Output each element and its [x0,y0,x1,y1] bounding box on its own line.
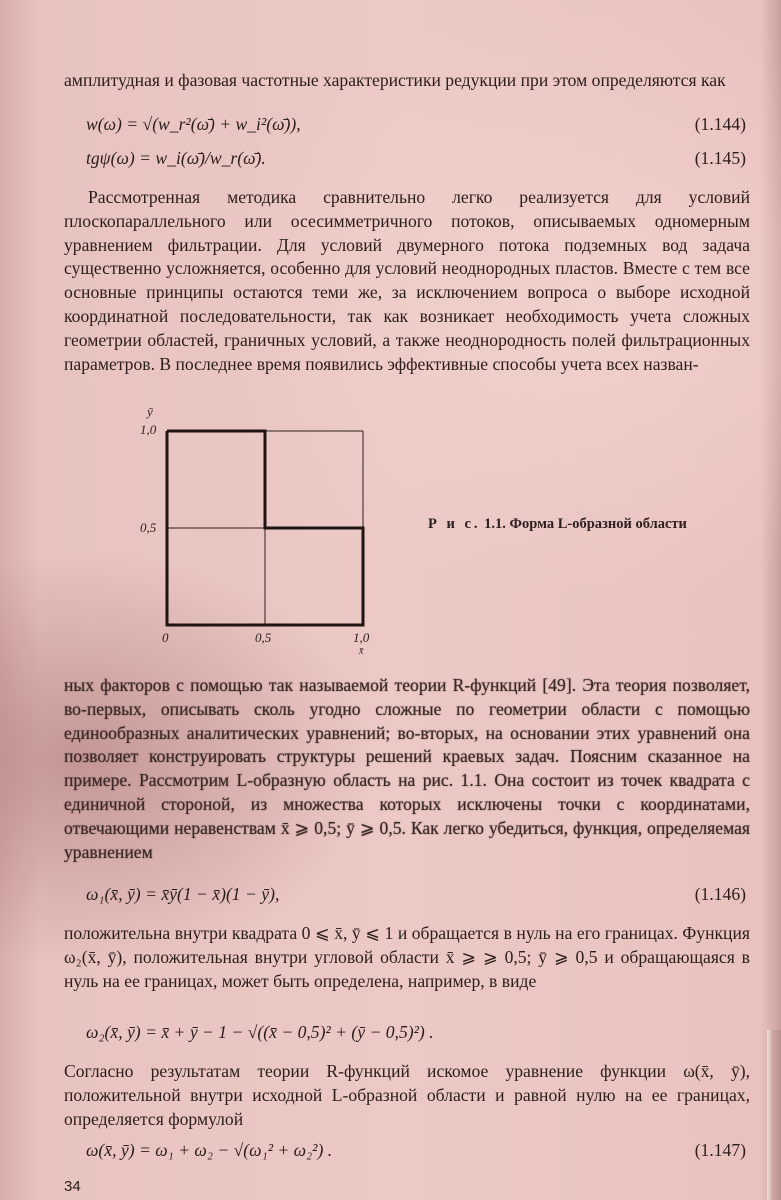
y-tick-0-5: 0,5 [140,520,157,535]
paragraph-text: амплитудная и фазовая частотные характеристики редукции при этом определяются как [64,70,726,90]
x-axis-label: x̄ [359,646,364,657]
equation-expression: ω₂(x̄, ȳ) = x̄ + ȳ − 1 − √((x̄ − 0,5)² + (ȳ − 0,5)²) . [86,1022,434,1042]
paragraph-text: положительна внутри квадрата 0 ⩽ x̄, ȳ ⩽ 1 и обращается в нуль на его границах. Функция ω₂(x̄, ȳ), положительная внутри угловой области x̄ ⩾ ⩾ 0,5; ȳ ⩾ 0,5 и обращающаяся в нуль на ее границах, может быть определена, например, в виде [64,923,750,991]
x-tick-1: 1,0 [353,630,370,645]
equation-1-147 [86,1140,746,1161]
equation-expression: w(ω) = √(w_r²(ω̄) + w_i²(ω̄)), [86,114,301,134]
y-axis-label: ȳ [147,404,153,419]
equation-omega-2 [86,1022,746,1043]
equation-number: (1.147) [694,1140,746,1160]
paragraph-3 [64,674,750,864]
equation-number: (1.146) [694,884,746,904]
paragraph-4 [64,922,750,993]
equation-1-145 [86,148,746,169]
caption-prefix: Р и с. [428,516,481,532]
equation-number: (1.145) [694,148,746,168]
paragraph-text: ных факторов с помощью так называемой теории R-функций [49]. Эта теория позволяет, во-первых, описывать сколь угодно сложные по геометрии области с помощью единообразных аналитических уравнений; во-вторых, на основании этих уравнений она позволяет конструировать структуры решений краевых задач. Поясним сказанное на примере. Рассмотрим L-образную область на рис. 1.1. Она состоит из точек квадрата с единичной стороной, из множества которых исключены точки с координатами, отвечающими неравенствам x̄ ⩾ 0,5; ȳ ⩾ 0,5. Как легко убедиться, функция, определяемая уравнением [64,675,750,862]
y-tick-1: 1,0 [140,422,157,437]
paragraph-2 [64,186,750,376]
paragraph-text: Согласно результатам теории R-функций искомое уравнение функции ω(x̄, ȳ), положительной внутри исходной L-образной области и равной нулю на ее границах, определяется формулой [64,1061,750,1129]
caption-number: 1.1. [484,516,506,532]
paragraph-1 [64,69,750,93]
equation-number: (1.144) [694,114,746,134]
equation-1-146 [86,884,746,905]
equation-1-144 [86,114,746,135]
paragraph-text: Рассмотренная методика сравнительно легко реализуется для условий плоскопараллельного или осесимметричного потоков, описываемых одномерным уравнением фильтрации. Для условий двумерного потока подземных вод задача существенно усложняется, особенно для условий неоднородных пластов. Вместе с тем все основные принципы остаются теми же, за исключением вопроса о выборе исходной координатной последовательности, так как возникает необходимость учета сложных геометрии областей, граничных условий, а также неоднородность полей фильтрационных параметров. В последнее время появились эффективные способы учета всех назван- [64,187,750,374]
x-tick-0-5: 0,5 [255,630,272,645]
figure-l-shaped-domain [135,400,395,670]
figure-caption [428,514,688,534]
equation-expression: ω(x̄, ȳ) = ω₁ + ω₂ − √(ω₁² + ω₂²) . [86,1140,333,1160]
page-number: 34 [64,1178,81,1195]
equation-expression: tgψ(ω) = w_i(ω̄)/w_r(ω̄). [86,148,266,168]
page-edge [767,1030,781,1200]
caption-text: Форма L-образной области [509,516,687,532]
paragraph-5 [64,1060,750,1131]
x-tick-0: 0 [162,630,169,645]
equation-expression: ω₁(x̄, ȳ) = x̄ȳ(1 − x̄)(1 − ȳ), [86,884,280,904]
